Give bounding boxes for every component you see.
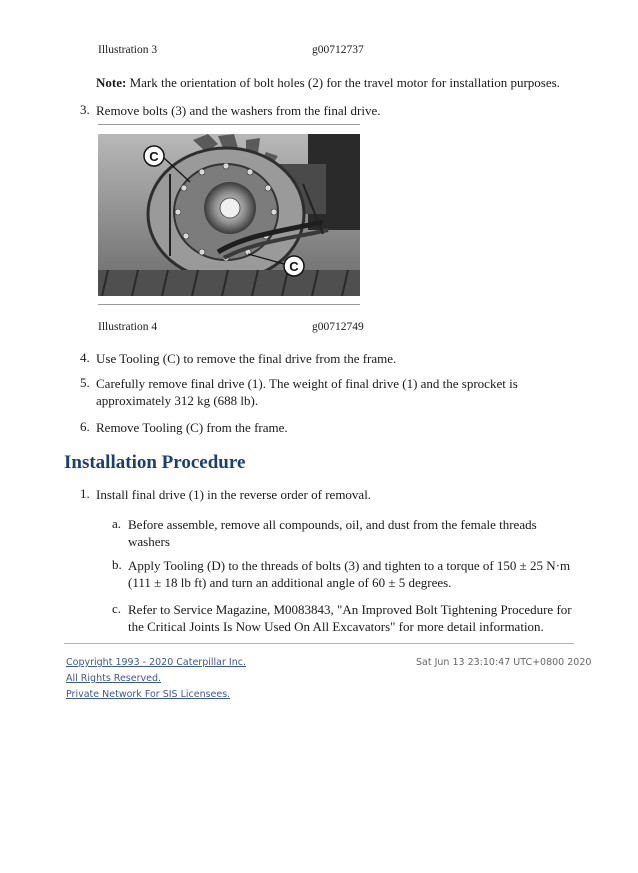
step-4-number: 4. [80,350,90,365]
step-5-number: 5. [80,375,90,390]
all-rights-link[interactable]: All Rights Reserved. [66,673,162,684]
callout-c-bottom [284,256,304,276]
copyright-link[interactable]: Copyright 1993 - 2020 Caterpillar Inc. [66,657,246,668]
install-step-1-text: Install final drive (1) in the reverse order of removal. [96,487,372,502]
note-label: Note: [96,75,127,90]
substep-a-letter: a. [112,516,122,531]
final-drive-photo [98,134,360,296]
step-5-text: Carefully remove final drive (1). The weight of final drive (1) and the sprocket is approximately 312 kg (688 lb). [96,376,518,408]
note-paragraph [96,74,616,91]
step-6-number: 6. [80,419,90,434]
photo-bottom-rule [98,304,360,305]
callout-c-bottom-label: C [289,259,299,274]
illustration-4-code: g00712749 [312,321,364,333]
step-3-text: Remove bolts (3) and the washers from the final drive. [96,103,381,118]
footer-timestamp: Sat Jun 13 23:10:47 UTC+0800 2020 [416,657,592,668]
photo-top-rule [98,124,360,125]
callout-c-top-label: C [149,149,159,164]
substep-a-text: Before assemble, remove all compounds, oil, and dust from the female threads washers [128,517,537,549]
step-3-number: 3. [80,102,90,117]
callout-c-top [144,146,164,166]
step-4-text: Use Tooling (C) to remove the final drive from the frame. [96,351,397,366]
substep-c-text: Refer to Service Magazine, M0083843, "An Improved Bolt Tightening Procedure for the Critical Joints Is Now Used On All Excavators" for more detail information. [128,602,572,634]
step-6-text: Remove Tooling (C) from the frame. [96,420,288,435]
illustration-3-code: g00712737 [312,44,364,56]
illustration-4-label: Illustration 4 [98,321,158,333]
footer-rule [64,643,574,644]
install-step-1-number: 1. [80,486,90,501]
substep-c-letter: c. [112,601,122,616]
private-network-link[interactable]: Private Network For SIS Licensees. [66,689,231,700]
installation-heading: Installation Procedure [64,452,246,473]
note-text: Mark the orientation of bolt holes (2) for the travel motor for installation purposes. [126,75,560,90]
illustration-3-label: Illustration 3 [98,44,158,56]
substep-b-text: Apply Tooling (D) to the threads of bolts (3) and tighten to a torque of 150 ± 25 N·m (111 ± 18 lb ft) and turn an additional angle of 60 ± 5 degrees. [128,558,571,590]
final-drive-photo-graphic [98,134,360,296]
substep-b-letter: b. [112,557,122,572]
